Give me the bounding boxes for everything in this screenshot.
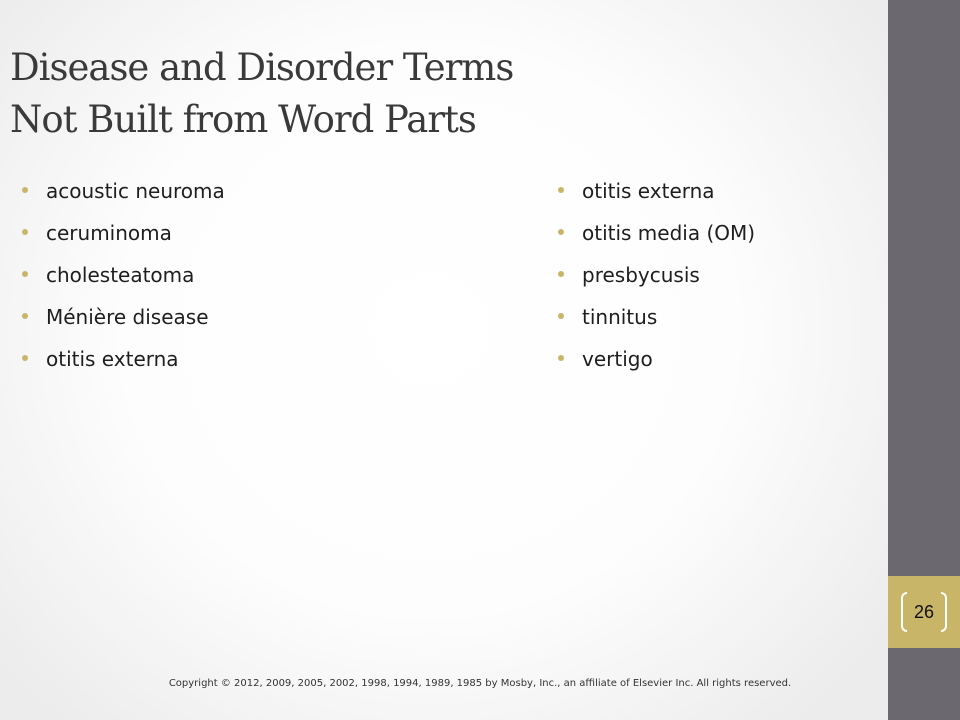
page-number-badge — [888, 576, 960, 648]
list-item — [22, 176, 225, 218]
copyright-notice: Copyright © 2012, 2009, 2005, 2002, 1998, 1994, 1989, 1985 by Mosby, Inc., an affiliate of Elsevier Inc. All rights reserved. — [168, 678, 792, 689]
bullet-icon — [558, 355, 564, 361]
slide-title — [10, 42, 870, 146]
list-item — [558, 176, 755, 218]
bullet-icon — [22, 271, 28, 277]
page-number: 26 — [913, 602, 935, 622]
term-text: otitis externa — [46, 347, 179, 371]
term-text: cholesteatoma — [46, 263, 195, 287]
list-item — [558, 302, 755, 344]
term-text: presbycusis — [582, 263, 700, 287]
bullet-icon — [558, 229, 564, 235]
left-term-list — [22, 176, 225, 386]
term-text: ceruminoma — [46, 221, 172, 245]
term-text: vertigo — [582, 347, 653, 371]
bullet-icon — [558, 313, 564, 319]
list-item — [22, 260, 225, 302]
right-term-list — [558, 176, 755, 386]
list-item — [22, 218, 225, 260]
term-text: otitis externa — [582, 179, 715, 203]
bullet-icon — [22, 229, 28, 235]
bullet-icon — [558, 187, 564, 193]
term-text: tinnitus — [582, 305, 658, 329]
bullet-icon — [558, 271, 564, 277]
term-text: otitis media (OM) — [582, 221, 756, 245]
list-item — [558, 218, 755, 260]
term-text: acoustic neuroma — [46, 179, 225, 203]
title-line-2: Not Built from Word Parts — [10, 98, 476, 141]
list-item — [558, 260, 755, 302]
term-text: Ménière disease — [46, 305, 209, 329]
list-item — [558, 344, 755, 386]
list-item — [22, 344, 225, 386]
title-line-1: Disease and Disorder Terms — [10, 46, 514, 89]
bullet-icon — [22, 355, 28, 361]
bullet-icon — [22, 313, 28, 319]
list-item — [22, 302, 225, 344]
bullet-icon — [22, 187, 28, 193]
